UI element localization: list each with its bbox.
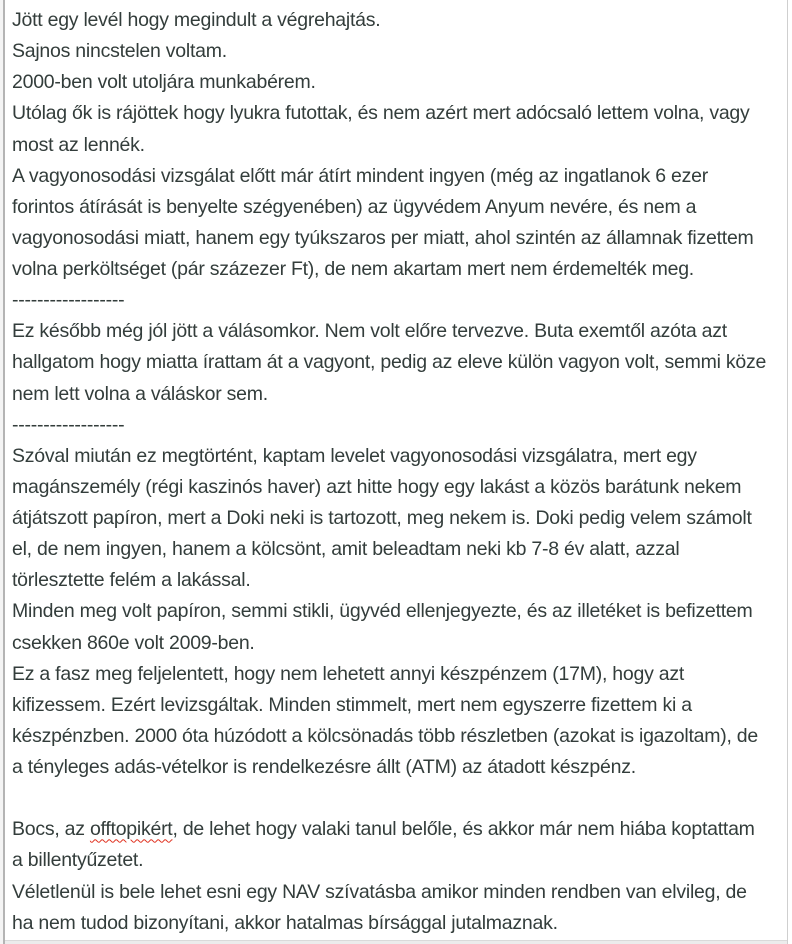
text-line: Minden meg volt papíron, semmi stikli, ügyvéd ellenjegyezte, és az illetéket is befizettem	[12, 600, 753, 623]
text-line: A vagyonosodási vizsgálat előtt már átírt mindent ingyen (még az ingatlanok 6 ezer	[12, 164, 708, 187]
text-line: törlesztette felém a lakással.	[12, 569, 251, 592]
text-line: Utólag ők is rájöttek hogy lyukra futottak, és nem azért mert adócsaló lettem volna, vagy	[12, 102, 750, 125]
text-line: kifizessem. Ezért levizsgáltak. Minden stimmelt, mert nem egyszerre fizettem ki a	[12, 693, 692, 716]
text-line: el, de nem ingyen, hanem a kölcsönt, amit beleadtam neki kb 7-8 év alatt, azzal	[12, 538, 680, 561]
text-line: a tényleges adás-vételkor is rendelkezésre állt (ATM) az átadott készpénz.	[12, 756, 636, 778]
text-line: vagyonosodási miatt, hanem egy tyúkszaros per miatt, ahol szintén az államnak fizettem	[12, 226, 754, 249]
text-line: ha nem tudod bizonyítani, akkor hatalmas bírsággal jutalmaznak.	[12, 911, 558, 934]
text-line: Véletlenül is bele lehet esni egy NAV szívatásba amikor minden rendben van elvileg, de	[12, 880, 747, 903]
text-line: magánszemély (régi kaszinós haver) azt hitte hogy egy lakást a közös barátunk nekem	[12, 475, 742, 498]
text-line: Sajnos nincstelen voltam.	[12, 40, 227, 63]
text-line: 2000-ben volt utoljára munkabérem.	[12, 71, 316, 94]
blank-line	[12, 783, 783, 814]
text-line: most az lennék.	[12, 133, 145, 156]
text-line: Jött egy levél hogy megindult a végrehajtás.	[12, 9, 381, 31]
misspelled-word: offtopikért	[89, 818, 173, 841]
text-line: csekken 860e volt 2009-ben.	[12, 631, 255, 654]
text-line: a billentyűzetet.	[12, 849, 144, 872]
editor-content[interactable]	[5, 0, 787, 939]
bottom-strip	[5, 940, 787, 944]
text-line: forintos átírását is benyelte szégyenében) az ügyvédem Anyum nevére, és nem a	[12, 195, 697, 218]
text-line: nem lett volna a váláskor sem.	[12, 382, 268, 405]
text-editor-box[interactable]	[3, 0, 788, 944]
text-line: átjátszott papíron, mert a Doki neki is tartozott, meg nekem is. Doki pedig velem számolt	[12, 507, 752, 529]
text-line: Bocs, az offtopikért, de lehet hogy valaki tanul belőle, és akkor már nem hiába koptattam	[12, 818, 755, 841]
text-line: Ez a fasz meg feljelentett, hogy nem lehetett annyi készpénzem (17M), hogy azt	[12, 662, 685, 685]
text-line: volna perköltséget (pár százezer Ft), de nem akartam mert nem érdemelték meg.	[12, 258, 694, 280]
separator-line: ------------------	[12, 413, 125, 436]
text-line: Ez később még jól jött a válásomkor. Nem volt előre tervezve. Buta exemtől azóta azt	[12, 320, 727, 343]
separator-line: ------------------	[12, 289, 125, 312]
text-line: Szóval miután ez megtörtént, kaptam levelet vagyonosodási vizsgálatra, mert egy	[12, 444, 697, 467]
text-line: készpénzben. 2000 óta húzódott a kölcsönadás több részletben (azokat is igazoltam), de	[12, 724, 758, 747]
text-line: hallgatom hogy miatta írattam át a vagyont, pedig az eleve külön vagyon volt, semmi köze	[12, 351, 767, 374]
